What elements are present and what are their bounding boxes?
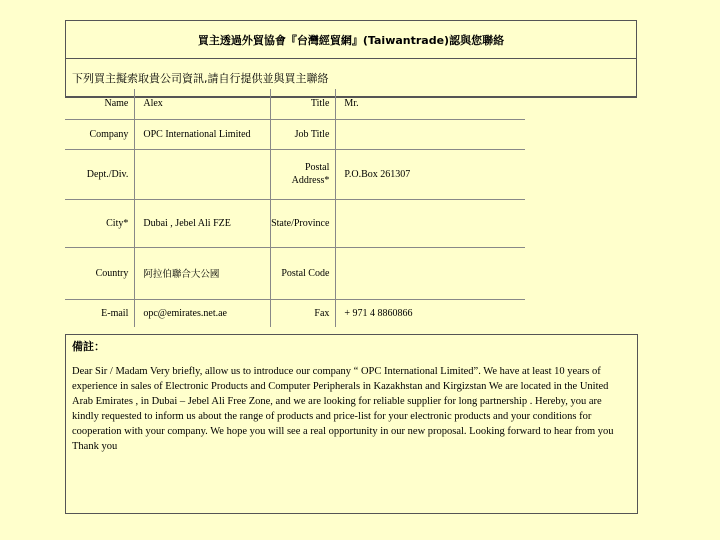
notes-body: Dear Sir / Madam Very briefly, allow us to introduce our company “ OPC International Limited”. We have at least 10 years of experience in sales of Electronic Products and Computer Peripherals in Kazakhstan and Kirgizstan We are located in the United Arab Emirates , in Dubai – Jebel Ali Free Zone, and we are looking for reliable supplier for long partnership . Hereby, you are kindly requested to inform us about the range of products and price-list for your electronic products and your conditions for cooperation with your company. We hope you will see a real opportunity in our new proposal. Looking forward to hear from you Thank you [72, 366, 614, 452]
postal-code-value [336, 247, 525, 299]
job-title-value [336, 119, 525, 149]
intro-text: 下列買主擬索取貴公司資訊,請自行提供並與買主聯絡 [66, 59, 636, 97]
notes-label: 備註： [72, 340, 105, 353]
dept-value [135, 149, 271, 199]
table-row [65, 89, 525, 119]
page-title: 買主透過外貿協會『台灣經貿網』(Taiwantrade)認與您聯絡 [66, 21, 636, 59]
city-label: City* [65, 199, 135, 247]
title-value: Mr. [336, 89, 525, 119]
table-row [65, 247, 525, 299]
company-label: Company [65, 119, 135, 149]
table-row [65, 149, 525, 199]
fax-value: + 971 4 8860866 [344, 307, 413, 319]
name-value: Alex [135, 89, 271, 119]
notes-box [65, 334, 638, 514]
state-province-value [336, 199, 525, 247]
email-value: opc@emirates.net.ae [143, 307, 227, 319]
country-value: 阿拉伯聯合大公國 [135, 247, 271, 299]
postal-code-label: Postal Code [271, 247, 336, 299]
name-label: Name [65, 89, 135, 119]
city-value: Dubai , Jebel Ali FZE [135, 199, 271, 247]
fax-label: Fax [271, 299, 336, 327]
table-row [65, 199, 525, 247]
postal-address-value: P.O.Box 261307 [336, 149, 525, 199]
company-value: OPC International Limited [135, 119, 271, 149]
email-label: E-mail [65, 299, 135, 327]
title-label: Title [271, 89, 336, 119]
postal-address-label: Postal Address* [271, 149, 336, 199]
country-label: Country [65, 247, 135, 299]
inquiry-header-frame [65, 20, 637, 98]
state-province-label: State/Province [271, 199, 336, 247]
dept-label: Dept./Div. [65, 149, 135, 199]
buyer-info-table [65, 89, 525, 327]
table-row [65, 119, 525, 149]
table-row [65, 299, 525, 327]
job-title-label: Job Title [271, 119, 336, 149]
